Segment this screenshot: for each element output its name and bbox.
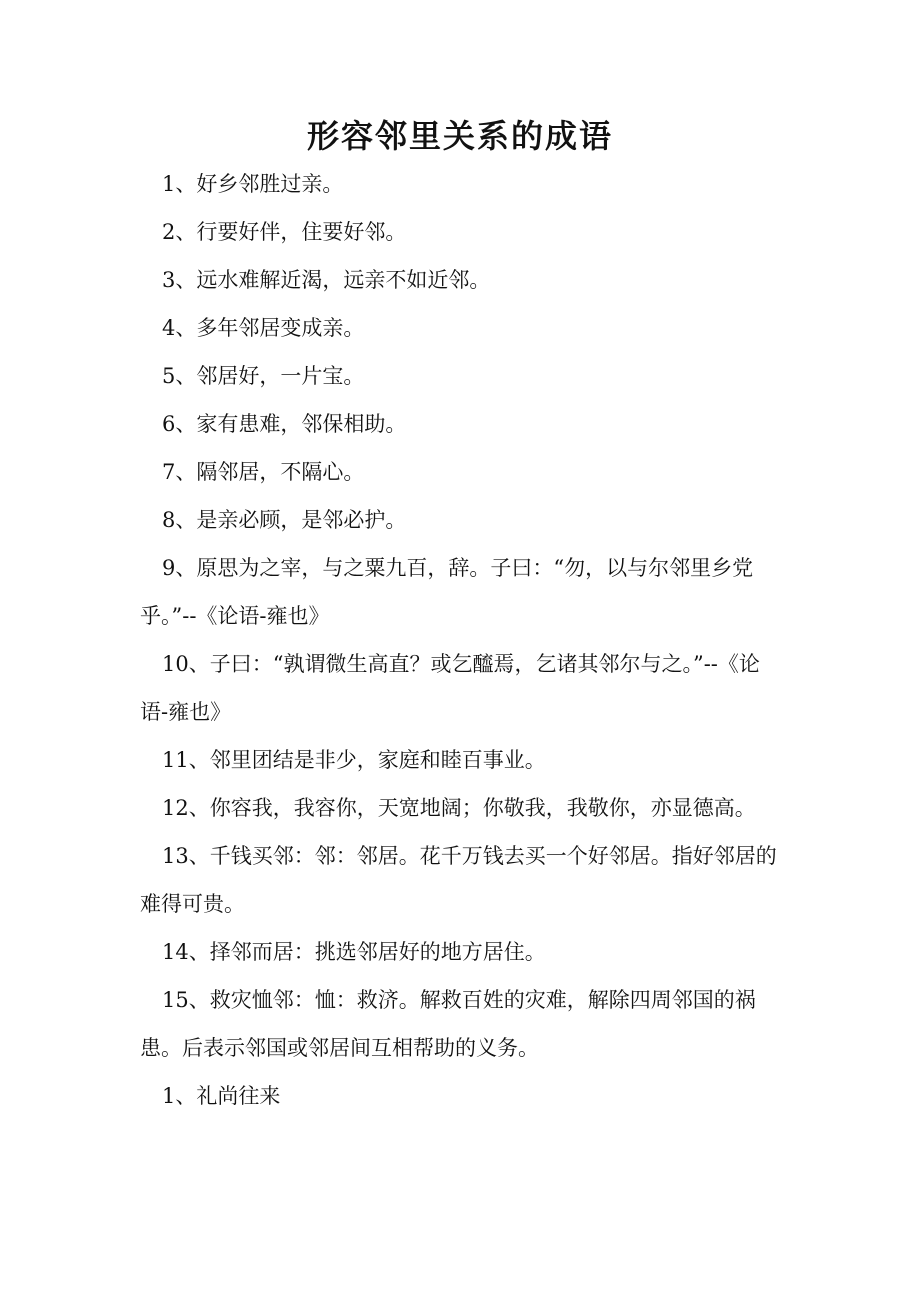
list-item: 8、是亲必顾，是邻必护。 [162,508,407,532]
document-body [140,160,780,1120]
list-item: 10、子曰：“孰谓微生高直？或乞醯焉，乞诸其邻尔与之。”--《论语-雍也》 [140,652,760,724]
list-item: 5、邻居好，一片宝。 [162,364,365,388]
list-item: 11、邻里团结是非少，家庭和睦百事业。 [162,748,546,772]
list-item: 7、隔邻居，不隔心。 [162,460,365,484]
list-item: 13、千钱买邻：邻：邻居。花千万钱去买一个好邻居。指好邻居的难得可贵。 [140,844,777,916]
list-item: 14、择邻而居：挑选邻居好的地方居住。 [162,940,546,964]
list-item: 9、原思为之宰，与之粟九百，辞。子曰：“勿，以与尔邻里乡党乎。”--《论语-雍也》 [140,556,754,628]
list-item: 1、礼尚往来 [162,1084,281,1108]
list-item: 2、行要好伴，住要好邻。 [162,220,407,244]
list-item: 6、家有患难，邻保相助。 [162,412,407,436]
document-title: 形容邻里关系的成语 [306,117,613,155]
list-item: 12、你容我，我容你，天宽地阔；你敬我，我敬你，亦显德高。 [162,796,756,820]
list-item: 4、多年邻居变成亲。 [162,316,365,340]
list-item: 15、救灾恤邻：恤：救济。解救百姓的灾难，解除四周邻国的祸患。后表示邻国或邻居间互相帮助的义务。 [140,988,756,1060]
list-item: 1、好乡邻胜过亲。 [162,172,344,196]
list-item: 3、远水难解近渴，远亲不如近邻。 [162,268,491,292]
